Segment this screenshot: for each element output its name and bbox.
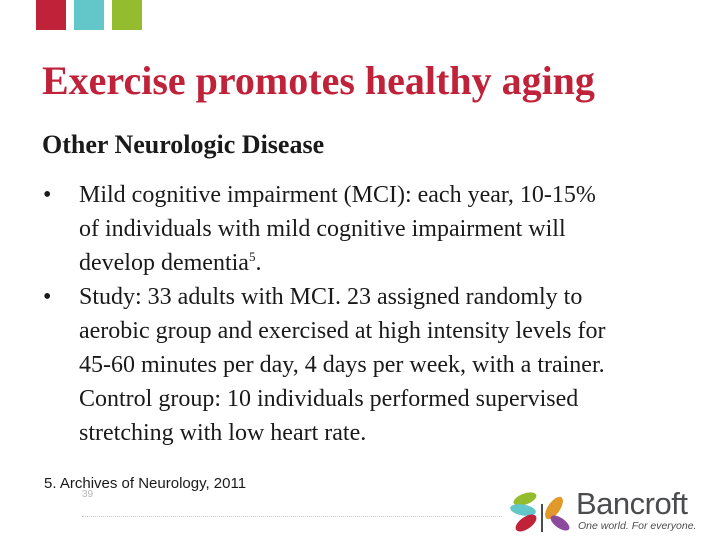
- accent-square-red: [36, 0, 66, 30]
- citation-superscript: 5: [248, 249, 256, 264]
- bullet-line: 45-60 minutes per day, 4 days per week, with a trainer.: [79, 352, 605, 378]
- bullet-line: [79, 246, 702, 280]
- bullet-line: of individuals with mild cognitive impairment will: [79, 216, 566, 242]
- bullet-line: Study: 33 adults with MCI. 23 assigned randomly to: [79, 284, 583, 310]
- bullet-line: aerobic group and exercised at high intensity levels for: [79, 318, 606, 344]
- accent-square-green: [112, 0, 142, 30]
- logo-wordmark: Bancroft: [576, 486, 688, 521]
- bullet-line: Mild cognitive impairment (MCI): each year, 10-15%: [79, 182, 596, 208]
- bullet-dot-icon: •: [43, 284, 52, 310]
- accent-square-teal: [74, 0, 104, 30]
- slide-title: Exercise promotes healthy aging: [42, 58, 595, 103]
- page-number: 39: [82, 489, 94, 500]
- bullet-item: [42, 280, 702, 450]
- bullet-line-suffix: .: [255, 250, 262, 276]
- bullet-line: Control group: 10 individuals performed supervised: [79, 386, 579, 412]
- bullet-item: [42, 178, 702, 280]
- bullet-line: stretching with low heart rate.: [79, 420, 367, 446]
- bullet-line-text: develop dementia: [79, 250, 249, 276]
- bullet-dot-icon: •: [43, 182, 52, 208]
- footnote: 5. Archives of Neurology, 2011: [44, 475, 247, 492]
- logo-tagline: One world. For everyone.: [578, 520, 697, 532]
- slide-subtitle: Other Neurologic Disease: [42, 130, 325, 159]
- bullet-list: [42, 178, 702, 450]
- footer-divider: [82, 516, 502, 517]
